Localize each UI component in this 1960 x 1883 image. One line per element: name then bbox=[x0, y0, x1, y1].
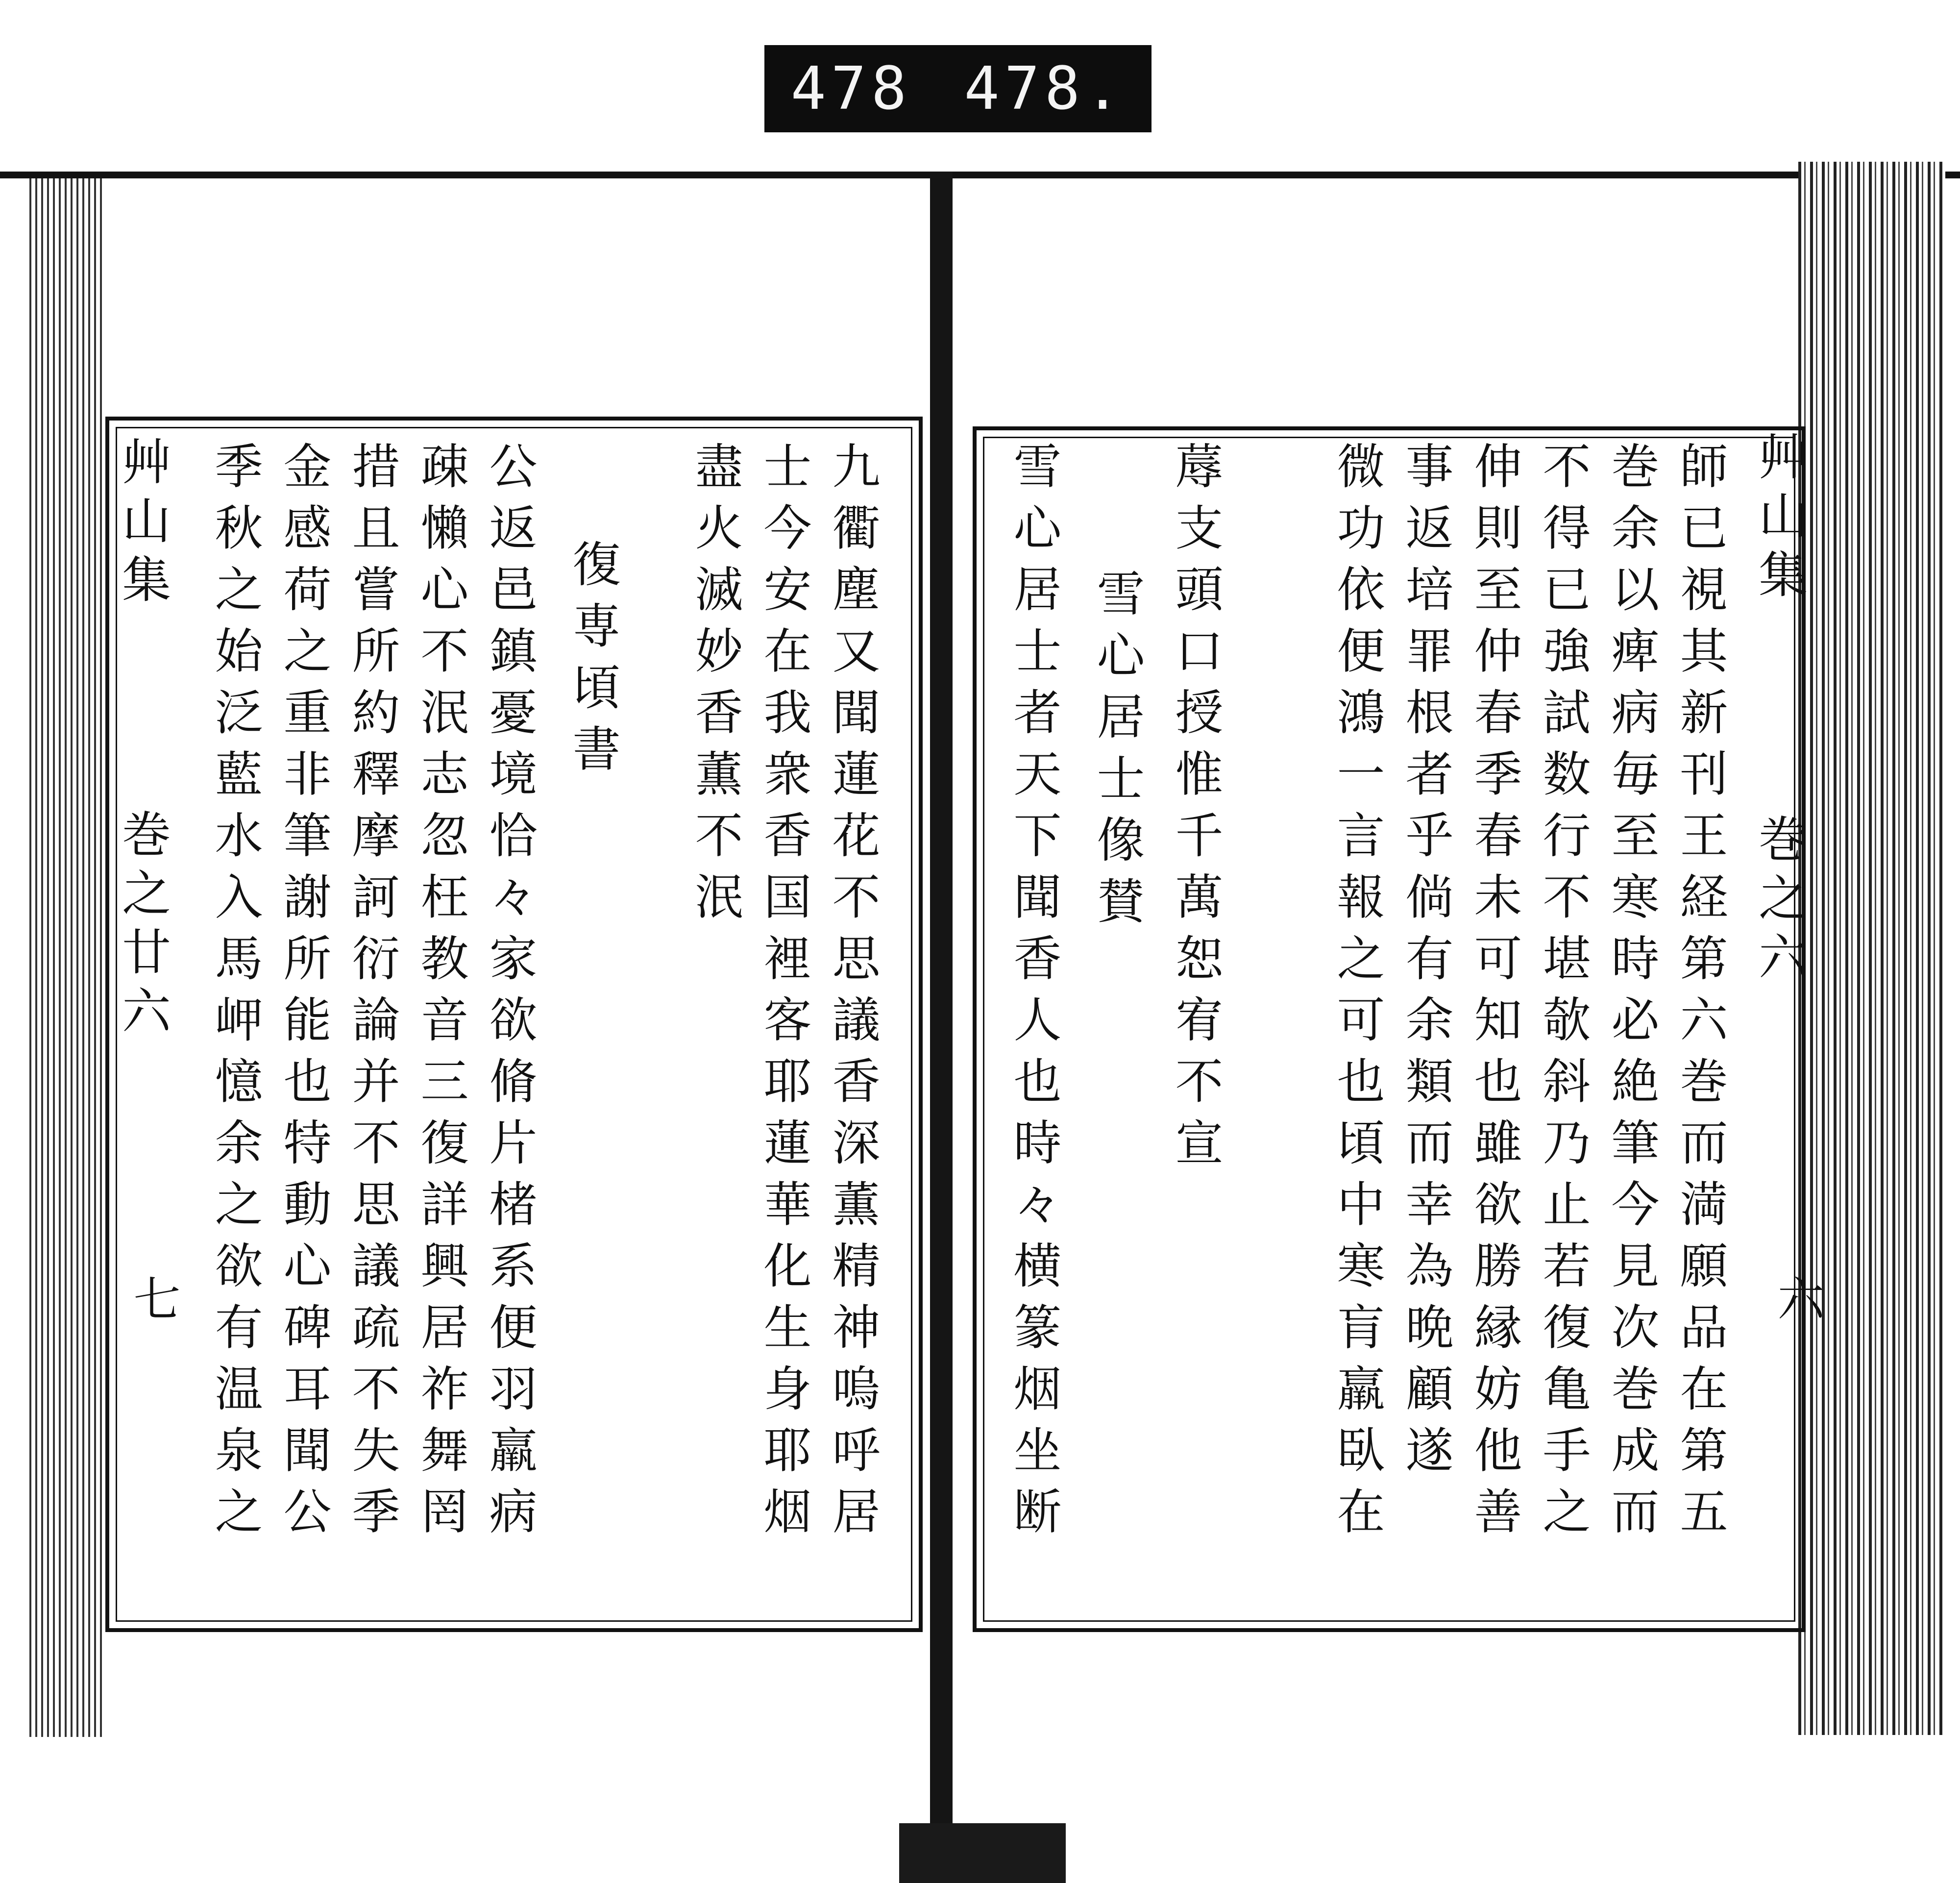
right-margin-title: 艸山集 bbox=[1750, 431, 1808, 608]
plate-number-left: 478 bbox=[790, 54, 912, 123]
left-col-8: 金感荷之重非筆謝所能也特動心碑耳聞公 bbox=[275, 441, 331, 1548]
left-col-6: 疎懶心不泯志忽枉教音三復詳興居祚舞罔 bbox=[413, 441, 468, 1548]
right-col-1: 師已視其新刊王経第六巻而満願品在第五 bbox=[1672, 441, 1728, 1548]
right-heading-portrait-eulogy: 雪心居士像賛 bbox=[1089, 569, 1145, 938]
right-page-edge bbox=[1798, 162, 1945, 1735]
left-col-3: 盡火滅妙香薫不泯 bbox=[687, 441, 743, 933]
archive-label-plate bbox=[764, 45, 1152, 132]
book-gutter bbox=[930, 172, 953, 1883]
right-folio: 六 bbox=[1770, 1274, 1825, 1321]
book-spine-base bbox=[899, 1823, 1066, 1883]
right-col-4: 伸則至仲春季春未可知也雖欲勝縁妨他善 bbox=[1466, 441, 1522, 1548]
right-col-9: 雪心居士者天下聞香人也時々横篆烟坐断 bbox=[1005, 441, 1061, 1548]
right-margin-volume: 巻之六 bbox=[1750, 814, 1808, 990]
left-folio: 七 bbox=[126, 1274, 181, 1321]
left-col-7: 措且嘗所約釋摩訶衍論并不思議疏不失季 bbox=[344, 441, 400, 1548]
left-col-2: 士今安在我衆香国裡客耶蓮華化生身耶烟 bbox=[756, 441, 811, 1548]
right-col-2: 巻余以痺病毎至寒時必絶筆今見次巻成而 bbox=[1603, 441, 1659, 1548]
right-col-6: 微功依便鴻一言報之可也頃中寒肓羸臥在 bbox=[1329, 441, 1385, 1548]
right-col-3: 不得已強試数行不堪欹斜乃止若復亀手之 bbox=[1535, 441, 1591, 1548]
left-col-1: 九衢塵又聞蓮花不思議香深薫精神嗚呼居 bbox=[824, 441, 880, 1548]
plate-number-right: 478. bbox=[964, 54, 1126, 123]
left-page-edge bbox=[29, 178, 103, 1737]
left-col-9: 季秋之始泛藍水入馬岬憶余之欲有温泉之 bbox=[207, 441, 263, 1548]
right-col-7: 蓐支頭口授惟千萬恕宥不宣 bbox=[1167, 441, 1223, 1179]
book-top-edge bbox=[0, 172, 1960, 178]
left-margin-title: 艸山集 bbox=[114, 436, 171, 613]
left-margin-volume: 巻之廿六 bbox=[114, 809, 171, 1044]
left-heading-letter: 復専頃書 bbox=[564, 539, 620, 785]
left-col-5: 公返邑鎮憂境恰々家欲脩片楮系便羽羸病 bbox=[481, 441, 537, 1548]
right-col-5: 事返培罪根者乎倘有余類而幸為晩顧遂 bbox=[1397, 441, 1453, 1487]
